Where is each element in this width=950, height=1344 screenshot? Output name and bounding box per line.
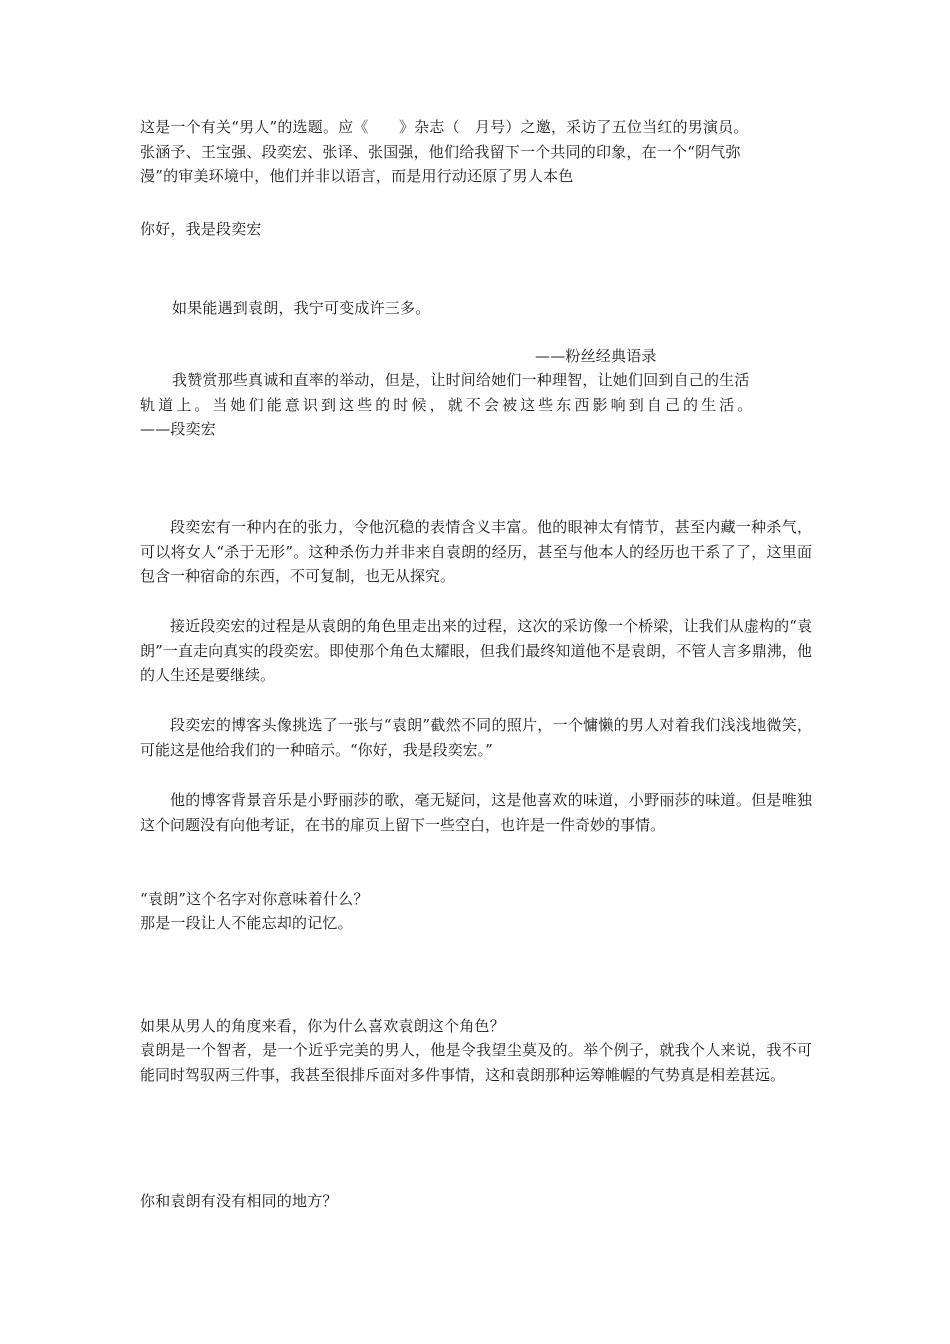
actor-quote-attribution: ——段奕宏	[140, 420, 217, 438]
fan-quote-text: 如果能遇到袁朗，我宁可变成许三多。	[172, 299, 431, 317]
answer-1: 那是一段让人不能忘却的记忆。	[140, 914, 353, 932]
intro-line-1: 这是一个有关“男人”的选题。应《 》杂志（ 月号）之邀，采访了五位当红的男演员。	[140, 118, 749, 136]
question-3: 你和袁朗有没有相同的地方？	[140, 1192, 338, 1210]
paragraph-1: 段奕宏有一种内在的张力，令他沉稳的表情含义丰富。他的眼神太有情节，甚至内藏一种杀气，可以将女人“杀于无形”。这种杀伤力并非来自袁朗的经历，甚至与他本人的经历也干系了了，这里面包含一种宿命的东西，不可复制，也无从探究。	[140, 518, 812, 585]
answer-2: 袁朗是一个智者，是一个近乎完美的男人，他是令我望尘莫及的。举个例子，就我个人来说，我不可能同时驾驭两三件事，我甚至很排斥面对多件事情，这和袁朗那种运筹帷幄的气势真是相差甚远。	[140, 1041, 812, 1084]
paragraph-2: 接近段奕宏的过程是从袁朗的角色里走出来的过程，这次的采访像一个桥梁，让我们从虚构的“袁朗”一直走向真实的段奕宏。即使那个角色太耀眼，但我们最终知道他不是袁朗，不管人言多鼎沸，他的人生还是要继续。	[140, 617, 812, 684]
paragraph-3: 段奕宏的博客头像挑选了一张与“袁朗”截然不同的照片，一个慵懒的男人对着我们浅浅地微笑，可能这是他给我们的一种暗示。“你好，我是段奕宏。”	[140, 716, 812, 759]
actor-quote-line-2: 轨道上。当她们能意识到这些的时候，就不会被这些东西影响到自己的生活。	[140, 396, 756, 414]
paragraph-4: 他的博客背景音乐是小野丽莎的歌，毫无疑问，这是他喜欢的味道，小野丽莎的味道。但是唯独这个问题没有向他考证，在书的扉页上留下一些空白，也许是一件奇妙的事情。	[140, 791, 812, 834]
greeting-heading: 你好，我是段奕宏	[140, 220, 262, 238]
actor-quote-line-1: 我赞赏那些真诚和直率的举动，但是，让时间给她们一种理智，让她们回到自己的生活	[172, 371, 750, 389]
intro-line-2: 张涵予、王宝强、段奕宏、张译、张国强，他们给我留下一个共同的印象，在一个“阴气弥	[140, 143, 741, 161]
question-1: “袁朗”这个名字对你意味着什么？	[140, 890, 369, 908]
intro-line-3: 漫”的审美环境中，他们并非以语言，而是用行动还原了男人本色	[140, 167, 574, 185]
fan-quote-source: ——粉丝经典语录	[535, 347, 657, 365]
question-2: 如果从男人的角度来看，你为什么喜欢袁朗这个角色？	[140, 1017, 505, 1035]
